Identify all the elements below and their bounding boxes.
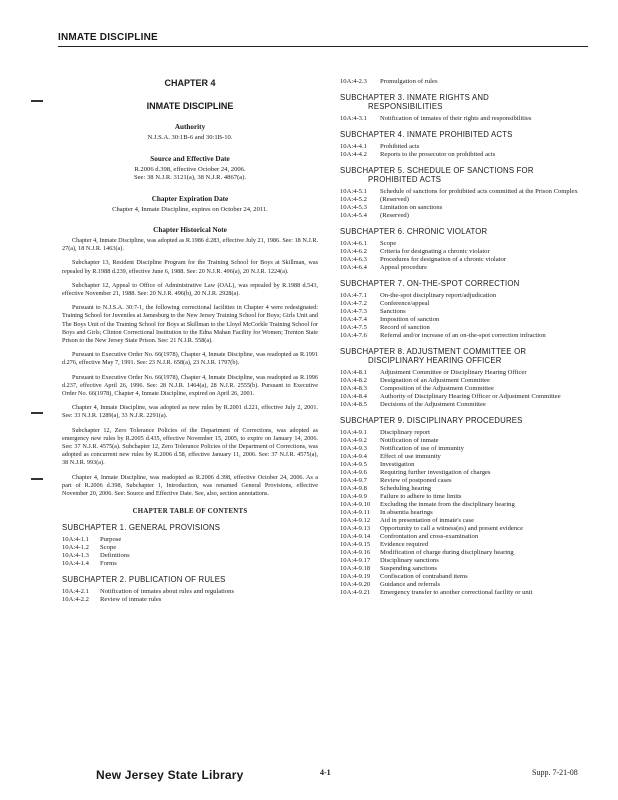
- running-header: INMATE DISCIPLINE: [58, 32, 158, 43]
- toc-entry: [340, 377, 590, 385]
- toc-entry: [340, 78, 590, 86]
- toc-entry-number: 10A:4-8.1: [340, 369, 367, 376]
- toc-entry: [62, 588, 318, 596]
- subchapter-heading: [340, 130, 590, 139]
- history-paragraph: Chapter 4, Inmate Discipline, was readopted as R.2006 d.398, effective October 24, 2006. As a part of R.2006 d.398, Subchapter 1, Introduction, was renamed General Provisions, effective November 20, 2006. See: Source and Effective Date. See, also, section annotations.: [62, 473, 318, 498]
- toc-entry-title: Purpose: [100, 536, 122, 544]
- subchapter-heading-line: SUBCHAPTER 6. CHRONIC VIOLATOR: [340, 227, 488, 236]
- toc-entry: [340, 393, 590, 401]
- toc-entry: [340, 517, 590, 525]
- expiration-heading: Chapter Expiration Date: [151, 194, 229, 203]
- toc-entry-title: Opportunity to call a witness(es) and present evidence: [380, 525, 524, 532]
- toc-entry: [340, 565, 590, 573]
- toc-entry-number: 10A:4-9.6: [340, 469, 367, 476]
- subchapter-heading: [340, 279, 590, 288]
- toc-entry: [340, 429, 590, 437]
- toc-entry-number: 10A:4-9.2: [340, 437, 367, 444]
- toc-entry: [340, 525, 590, 533]
- toc-entry: [340, 541, 590, 549]
- toc-entry: [340, 143, 590, 151]
- subchapter-heading-line: SUBCHAPTER 7. ON-THE-SPOT CORRECTION: [340, 279, 520, 288]
- toc-entry: [340, 248, 590, 256]
- toc-entry-number: 10A:4-6.2: [340, 248, 367, 255]
- right-column: [340, 78, 590, 597]
- toc-entry: [340, 533, 590, 541]
- toc-entry: [340, 115, 590, 123]
- toc-entry-number: 10A:4-7.6: [340, 332, 367, 339]
- toc-entry-number: 10A:4-5.1: [340, 188, 367, 195]
- toc-entry-number: 10A:4-9.1: [340, 429, 367, 436]
- toc-entry-number: 10A:4-9.15: [340, 541, 371, 548]
- history-paragraph: Pursuant to N.J.S.A. 30:7-1, the following correctional facilities in Chapter 4 were redesignated: Training School for Juveniles at Jamesburg to the New Jersey Training School for Boys; Girls Unit and The Boys Unit of the Training School for Boys at Skillman to the Lloyd McCorkle Training School for Boys and Girls; Clinton Correctional Institution to the Edna Mahan Facility for Women; Trenton State Prison to the New Jersey State Prison. See: 21 N.J.R. 558(a).: [62, 304, 318, 345]
- toc-entry: [340, 573, 590, 581]
- toc-entry-title: Scope: [380, 240, 397, 247]
- subchapter-heading-line: RESPONSIBILITIES: [368, 102, 443, 111]
- toc-entry-title: Imposition of sanction: [380, 316, 440, 323]
- toc-entry-title: Requiring further investigation of charges: [380, 469, 491, 476]
- history-heading: Chapter Historical Note: [153, 226, 227, 234]
- history-paragraph: Subchapter 12, Appeal to Office of Administrative Law (OAL), was repealed by R.1988 d.543, effective November 21, 1988. See: 20 N.J.R. 496(b), 20 N.J.R. 2928(a).: [62, 281, 318, 298]
- history-paragraph: Chapter 4, Inmate Discipline, was adopted as R.1986 d.283, effective July 21, 1986. See: 18 N.J.R. 27(a), 18 N.J.R. 1463(a).: [62, 237, 318, 253]
- toc-entry: [340, 581, 590, 589]
- toc-entry-number: 10A:4-9.3: [340, 445, 367, 452]
- toc-entry: [340, 300, 590, 308]
- toc-entry-title: Suspending sanctions: [380, 565, 437, 572]
- subchapter-heading: [340, 93, 590, 111]
- toc-entry-title: Designation of an Adjustment Committee: [380, 377, 490, 384]
- toc-entry-title: Excluding the inmate from the disciplinary hearing: [380, 501, 515, 508]
- toc-entry-title: (Reserved): [380, 196, 409, 203]
- toc-entry-title: Sanctions: [380, 308, 406, 315]
- subchapter-heading: [340, 416, 590, 425]
- history-paragraph: Subchapter 12, Zero Tolerance Policies of the Department of Corrections, was adopted as emergency new rules by R.2005 d.435, effective November 15, 2005, to expire on January 14, 2006. See: 37 N.J.R. 4575(a). Subchapter 12, Zero Tolerance Policies of the Department of Corrections, was adopted as concurrent new rules by R.2006 d.58, effective January 11, 2006. See: 37 N.J.R. 4575(a), 38 N.J.R. 993(a).: [62, 426, 318, 467]
- margin-mark: [31, 478, 43, 480]
- subchapter-heading: [62, 575, 318, 584]
- toc-entry-number: 10A:4-7.3: [340, 308, 367, 315]
- subchapter-heading-line: PROHIBITED ACTS: [368, 175, 442, 184]
- subchapter-heading-line: SUBCHAPTER 4. INMATE PROHIBITED ACTS: [340, 130, 513, 139]
- toc-entry-number: 10A:4-9.8: [340, 485, 367, 492]
- toc-entry: [340, 240, 590, 248]
- toc-entry-title: Reports to the prosecutor on prohibited acts: [380, 151, 496, 158]
- toc-entry-number: 10A:4-8.3: [340, 385, 367, 392]
- toc-entry-title: Disciplinary sanctions: [380, 557, 439, 564]
- subchapter-heading-line: DISCIPLINARY HEARING OFFICER: [368, 356, 502, 365]
- toc-entry-number: 10A:4-2.2: [62, 596, 89, 604]
- subchapter-heading-line: SUBCHAPTER 8. ADJUSTMENT COMMITTEE OR: [340, 347, 527, 356]
- toc-entry-number: 10A:4-9.17: [340, 557, 371, 564]
- toc-entry-title: Guidance and referrals: [380, 581, 441, 588]
- toc-entry-number: 10A:4-9.9: [340, 493, 367, 500]
- toc-entry-title: Authority of Disciplinary Hearing Officer or Adjustment Committee: [380, 393, 561, 400]
- toc-entry: [340, 332, 590, 340]
- toc-entry-number: 10A:4-9.20: [340, 581, 371, 588]
- margin-mark: [31, 412, 43, 414]
- source-heading: Source and Effective Date: [150, 154, 230, 163]
- toc-entry: [340, 509, 590, 517]
- toc-entry-title: Notification of use of immunity: [380, 445, 464, 452]
- toc-entry-title: Review of inmate rules: [100, 596, 162, 604]
- toc-heading: CHAPTER TABLE OF CONTENTS: [132, 508, 248, 516]
- toc-entry-title: Notification of inmate: [380, 437, 439, 444]
- toc-entry: [340, 292, 590, 300]
- toc-entry-title: Procedures for designation of a chronic violator: [380, 256, 506, 263]
- toc-entry-number: 10A:4-2.3: [340, 78, 367, 85]
- toc-entry-title: Record of sanction: [380, 324, 430, 331]
- toc-entry-title: Forms: [100, 560, 117, 568]
- toc-entry-title: Investigation: [380, 461, 415, 468]
- toc-entry-number: 10A:4-1.2: [62, 544, 89, 552]
- subchapter-heading-line: SUBCHAPTER 5. SCHEDULE OF SANCTIONS FOR: [340, 166, 534, 175]
- toc-entry-number: 10A:4-1.1: [62, 536, 89, 544]
- toc-entry-title: Appeal procedure: [380, 264, 428, 271]
- toc-entry-number: 10A:4-4.1: [340, 143, 367, 150]
- subchapter-heading: [340, 347, 590, 365]
- toc-entry: [340, 308, 590, 316]
- toc-entry-title: Failure to adhere to time limits: [380, 493, 462, 500]
- toc-entry-title: Referral and/or increase of an on-the-spot correction infraction: [380, 332, 546, 339]
- header-rule: [58, 46, 588, 47]
- source-line: R.2006 d.398, effective October 24, 2006.: [134, 165, 246, 173]
- toc-entry-number: 10A:4-7.2: [340, 300, 367, 307]
- toc-entry-title: Definitions: [100, 552, 130, 560]
- toc-entry: [340, 501, 590, 509]
- toc-entry-number: 10A:4-6.3: [340, 256, 367, 263]
- toc-entry: [340, 188, 590, 196]
- toc-entry-number: 10A:4-4.2: [340, 151, 367, 158]
- toc-entry-title: Limitation on sanctions: [380, 204, 443, 211]
- toc-entry-title: (Reserved): [380, 212, 409, 219]
- footer-page-number: 4-1: [320, 768, 331, 777]
- toc-entry: [340, 196, 590, 204]
- toc-entry-title: Notification of inmates of their rights and responsibilities: [380, 115, 532, 122]
- toc-entry-title: Composition of the Adjustment Committee: [380, 385, 494, 392]
- toc-entry-number: 10A:4-8.2: [340, 377, 367, 384]
- toc-entry: [340, 493, 590, 501]
- toc-right-top: [340, 78, 590, 86]
- toc-entry: [340, 204, 590, 212]
- toc-entry-title: Confiscation of contraband items: [380, 573, 468, 580]
- toc-entry: [340, 485, 590, 493]
- subchapter-heading-line: SUBCHAPTER 3. INMATE RIGHTS AND: [340, 93, 490, 102]
- toc-entry-number: 10A:4-8.5: [340, 401, 367, 408]
- toc-entry-number: 10A:4-3.1: [340, 115, 367, 122]
- toc-entry: [340, 264, 590, 272]
- toc-entry-title: Prohibited acts: [380, 143, 420, 150]
- toc-entry-title: Scheduling hearing: [380, 485, 432, 492]
- subchapter-heading-line: SUBCHAPTER 9. DISCIPLINARY PROCEDURES: [340, 416, 523, 425]
- toc-entry: [62, 596, 318, 604]
- toc-entry: [340, 256, 590, 264]
- toc-entry: [340, 316, 590, 324]
- toc-entry: [340, 151, 590, 159]
- footer-library-stamp: New Jersey State Library: [96, 768, 244, 782]
- subchapter-heading: [340, 166, 590, 184]
- history-paragraph: Subchapter 13, Resident Discipline Program for the Training School for Boys at Skillman, was repealed by R.1988 d.239, effective June 6, 1988. See: 20 N.J.R. 496(a), 20 N.J.R. 1224(a).: [62, 259, 318, 275]
- footer-supplement: Supp. 7-21-08: [532, 768, 578, 777]
- toc-entry-number: 10A:4-9.10: [340, 501, 371, 508]
- toc-entry: [340, 324, 590, 332]
- toc-entry-number: 10A:4-5.3: [340, 204, 367, 211]
- chapter-number: CHAPTER 4: [164, 78, 216, 88]
- source-line: See: 38 N.J.R. 3121(a), 38 N.J.R. 4867(a).: [133, 174, 247, 181]
- toc-entry-number: 10A:4-7.5: [340, 324, 367, 331]
- toc-entry-title: Confrontation and cross-examination: [380, 533, 479, 540]
- margin-mark: [31, 100, 43, 102]
- toc-entry-number: 10A:4-5.4: [340, 212, 367, 219]
- toc-entry: [62, 544, 318, 552]
- toc-left: [62, 523, 318, 604]
- toc-entry-number: 10A:4-6.1: [340, 240, 367, 247]
- toc-entry-title: Promulgation of rules: [380, 78, 438, 85]
- toc-entry-title: Scope: [100, 544, 117, 552]
- toc-entry: [340, 469, 590, 477]
- subchapter-heading-line: SUBCHAPTER 1. GENERAL PROVISIONS: [62, 523, 221, 533]
- toc-entry: [340, 477, 590, 485]
- toc-entry-number: 10A:4-9.14: [340, 533, 371, 540]
- toc-entry-title: In absentia hearings: [380, 509, 433, 516]
- toc-entry-title: Criteria for designating a chronic violator: [380, 248, 490, 255]
- toc-entry-number: 10A:4-9.4: [340, 453, 367, 460]
- subchapter-heading: [62, 523, 318, 532]
- toc-entry-number: 10A:4-9.5: [340, 461, 367, 468]
- toc-entry-number: 10A:4-7.4: [340, 316, 367, 323]
- toc-entry: [340, 385, 590, 393]
- toc-entry-title: Modification of charge during disciplinary hearing: [380, 549, 514, 556]
- history-paragraph: Pursuant to Executive Order No. 66(1978), Chapter 4, Inmate Discipline, was readopted as R.1996 d.237, effective April 26, 1996. See: 28 N.J.R. 1464(a), 28 N.J.R. 2555(b). Pursuant to Executive Order No. 66(1978), Chapter 4, Inmate Discipline, expired on April 26, 2001.: [62, 373, 318, 398]
- toc-entry-title: Adjustment Committee or Disciplinary Hearing Officer: [380, 369, 527, 376]
- history-paragraph: Chapter 4, Inmate Discipline, was adopted as new rules by R.2001 d.221, effective July 2, 2001. See: 33 N.J.R. 1289(a), 33 N.J.R. 2291(a).: [62, 404, 318, 420]
- toc-entry-title: Review of postponed cases: [380, 477, 452, 484]
- subchapter-heading: [340, 227, 590, 236]
- toc-entry: [340, 445, 590, 453]
- authority-heading: Authority: [174, 123, 206, 131]
- toc-entry-title: Effect of use immunity: [380, 453, 441, 460]
- expiration-text: Chapter 4, Inmate Discipline, expires on October 24, 2011.: [112, 205, 268, 213]
- toc-entry-title: Aid in presentation of inmate's case: [380, 517, 475, 524]
- toc-entry: [340, 453, 590, 461]
- toc-entry-title: Evidence required: [380, 541, 429, 548]
- toc-entry-title: Notification of inmates about rules and regulations: [100, 588, 235, 596]
- toc-entry-number: 10A:4-9.16: [340, 549, 371, 556]
- toc-entry-number: 10A:4-9.13: [340, 525, 371, 532]
- toc-right: [340, 93, 590, 597]
- toc-entry: [340, 461, 590, 469]
- toc-entry: [340, 369, 590, 377]
- chapter-title: INMATE DISCIPLINE: [146, 101, 234, 111]
- toc-entry: [340, 557, 590, 565]
- toc-entry-number: 10A:4-8.4: [340, 393, 367, 400]
- toc-entry-number: 10A:4-9.11: [340, 509, 370, 516]
- toc-entry-title: Disciplinary report: [380, 429, 430, 436]
- toc-entry-title: Schedule of sanctions for prohibited acts committed at the Prison Complex: [380, 188, 578, 195]
- toc-entry-number: 10A:4-7.1: [340, 292, 367, 299]
- toc-entry-number: 10A:4-9.18: [340, 565, 371, 572]
- toc-entry-title: Emergency transfer to another correctional facility or unit: [380, 589, 533, 596]
- toc-entry: [62, 536, 318, 544]
- toc-entry-number: 10A:4-9.7: [340, 477, 367, 484]
- toc-entry: [62, 552, 318, 560]
- history-paragraph: Pursuant to Executive Order No. 66(1978), Chapter 4, Inmate Discipline, was readopted as R.1991 d.276, effective May 7, 1991. See: 23 N.J.R. 658(a), 23 N.J.R. 1797(b).: [62, 351, 318, 367]
- toc-entry: [340, 589, 590, 597]
- toc-entry: [340, 437, 590, 445]
- toc-entry-number: 10A:4-9.12: [340, 517, 371, 524]
- left-column: [62, 78, 318, 604]
- toc-entry: [340, 549, 590, 557]
- toc-entry-title: Conference/appeal: [380, 300, 430, 307]
- history-notes: [62, 237, 318, 498]
- toc-entry: [62, 560, 318, 568]
- toc-entry-title: Decisions of the Adjustment Committee: [380, 401, 486, 408]
- toc-entry-number: 10A:4-2.1: [62, 588, 89, 596]
- toc-entry-number: 10A:4-5.2: [340, 196, 367, 203]
- subchapter-heading-line: SUBCHAPTER 2. PUBLICATION OF RULES: [62, 575, 226, 585]
- toc-entry-number: 10A:4-9.19: [340, 573, 371, 580]
- toc-entry: [340, 212, 590, 220]
- authority-text: N.J.S.A. 30:1B-6 and 30:1B-10.: [147, 134, 233, 141]
- toc-entry-number: 10A:4-6.4: [340, 264, 367, 271]
- toc-entry-number: 10A:4-1.4: [62, 560, 89, 568]
- toc-entry-number: 10A:4-9.21: [340, 589, 371, 596]
- toc-entry-number: 10A:4-1.3: [62, 552, 89, 560]
- toc-entry-title: On-the-spot disciplinary report/adjudication: [380, 292, 497, 299]
- toc-entry: [340, 401, 590, 409]
